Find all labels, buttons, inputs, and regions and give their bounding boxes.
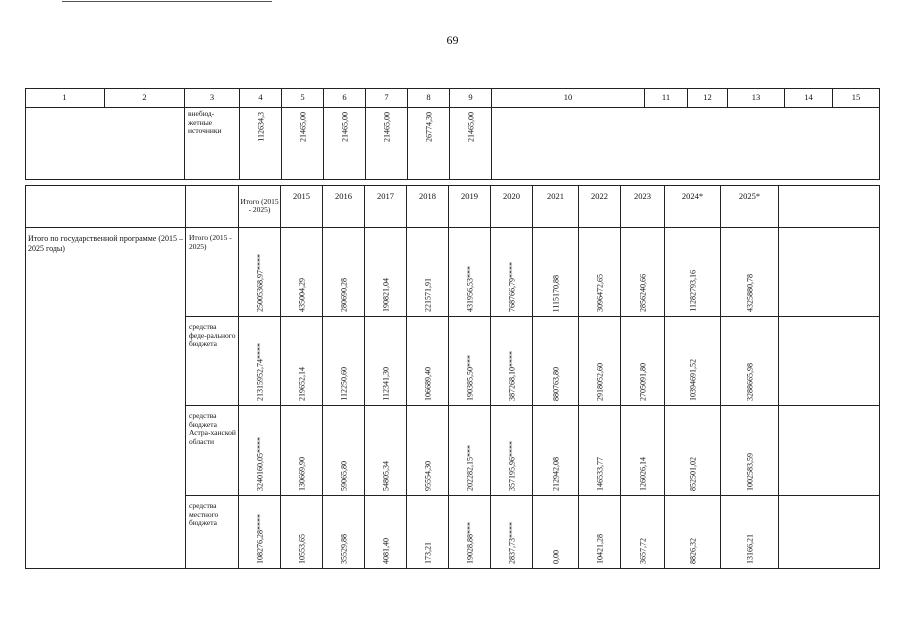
row-regional-label: средства бюджета Астра-ханской области	[186, 406, 239, 496]
row-local-value: 173,21	[407, 496, 449, 569]
extra-value-2019: 21465,00	[450, 108, 492, 180]
extra-empty-right	[492, 108, 880, 180]
row-local-value: 19028,88***	[449, 496, 491, 569]
row-regional-value: 54805,34	[365, 406, 407, 496]
row-regional-value: 146533,77	[579, 406, 621, 496]
row-federal-value: 112250,60	[323, 317, 365, 406]
main-header-total: Итого (2015 - 2025)	[239, 185, 281, 228]
col-number-10: 10	[492, 88, 645, 108]
row-federal-value: 2705091,80	[621, 317, 665, 406]
row-regional-value: 95554,30	[407, 406, 449, 496]
row-federal-value: 880763,80	[533, 317, 579, 406]
row-federal-value: 3288665,98	[721, 317, 779, 406]
extra-value-2016: 21465,00	[324, 108, 366, 180]
row-federal-value: 2918052,60	[579, 317, 621, 406]
row-federal-value: 112341,30	[365, 317, 407, 406]
row-regional-value: 357195,96****	[491, 406, 533, 496]
main-header-empty-a	[25, 185, 186, 228]
row-total-value: 25005368,97****	[239, 228, 281, 317]
row-regional-value: 202282,15***	[449, 406, 491, 496]
page-number: 69	[446, 33, 459, 47]
main-header-2016: 2016	[323, 185, 365, 228]
main-header-2024: 2024*	[665, 185, 721, 228]
col-number-7: 7	[366, 88, 408, 108]
extra-value-total: 112634,3	[240, 108, 282, 180]
row-local-value: 3657,72	[621, 496, 665, 569]
main-header-2018: 2018	[407, 185, 449, 228]
row-regional-empty	[779, 406, 880, 496]
col-number-11: 11	[645, 88, 688, 108]
row-local-value: 8826,32	[665, 496, 721, 569]
extra-value-2015: 21465,00	[282, 108, 324, 180]
main-header-2021: 2021	[533, 185, 579, 228]
row-total-value: 1115170,88	[533, 228, 579, 317]
row-total-value: 221571,91	[407, 228, 449, 317]
row-local-value: 4081,40	[365, 496, 407, 569]
extra-empty-left	[25, 108, 185, 180]
row-total-value: 768766,79****	[491, 228, 533, 317]
row-regional-value: 852501,02	[665, 406, 721, 496]
main-header-2022: 2022	[579, 185, 621, 228]
row-total-value: 190821,04	[365, 228, 407, 317]
row-total-value: 4325880,78	[721, 228, 779, 317]
row-total-value: 431956,53***	[449, 228, 491, 317]
row-regional-value: 212942,08	[533, 406, 579, 496]
row-total-value: 3096472,65	[579, 228, 621, 317]
main-header-2025: 2025*	[721, 185, 779, 228]
main-header-2023: 2023	[621, 185, 665, 228]
main-header-2019: 2019	[449, 185, 491, 228]
row-total-empty	[779, 228, 880, 317]
col-number-6: 6	[324, 88, 366, 108]
main-header-2015: 2015	[281, 185, 323, 228]
top-rule	[62, 1, 272, 2]
row-total-value: 280690,28	[323, 228, 365, 317]
row-total-value: 435004,29	[281, 228, 323, 317]
row-local-label: средства местного бюджета	[186, 496, 239, 569]
col-number-5: 5	[282, 88, 324, 108]
extra-value-2018: 26774,30	[408, 108, 450, 180]
main-header-empty-c	[779, 185, 880, 228]
row-local-value: 10421,28	[579, 496, 621, 569]
extra-value-2017: 21465,00	[366, 108, 408, 180]
row-total-label: Итого (2015 - 2025)	[186, 228, 239, 317]
row-federal-empty	[779, 317, 880, 406]
row-regional-value: 130669,90	[281, 406, 323, 496]
row-federal-label: средства феде-рального бюджета	[186, 317, 239, 406]
row-federal-value: 387268,10****	[491, 317, 533, 406]
row-regional-value: 126026,14	[621, 406, 665, 496]
row-federal-value: 106689,40	[407, 317, 449, 406]
row-regional-value: 59065,80	[323, 406, 365, 496]
row-federal-value: 21315952,74****	[239, 317, 281, 406]
row-local-value: 13166,21	[721, 496, 779, 569]
row-federal-value: 10394691,52	[665, 317, 721, 406]
extra-label: внебюд-жетные источники	[185, 108, 240, 180]
row-local-value: 0,00	[533, 496, 579, 569]
row-total-value: 2856240,66	[621, 228, 665, 317]
row-federal-value: 190385,50***	[449, 317, 491, 406]
col-number-8: 8	[408, 88, 450, 108]
col-number-3: 3	[185, 88, 240, 108]
main-header-empty-b	[186, 185, 239, 228]
col-number-12: 12	[688, 88, 728, 108]
row-federal-value: 219652,14	[281, 317, 323, 406]
col-number-13: 13	[728, 88, 785, 108]
row-regional-value: 1002583,59	[721, 406, 779, 496]
col-number-14: 14	[785, 88, 833, 108]
row-local-empty	[779, 496, 880, 569]
row-local-value: 35529,88	[323, 496, 365, 569]
main-header-2020: 2020	[491, 185, 533, 228]
row-local-value: 10553,65	[281, 496, 323, 569]
row-local-value: 2837,73****	[491, 496, 533, 569]
row-regional-value: 3240160,05****	[239, 406, 281, 496]
row-local-value: 108276,28****	[239, 496, 281, 569]
program-label: Итого по государственной программе (2015 – 2025 годы)	[25, 228, 186, 569]
row-total-value: 11282793,16	[665, 228, 721, 317]
col-number-9: 9	[450, 88, 492, 108]
col-number-15: 15	[833, 88, 880, 108]
main-header-2017: 2017	[365, 185, 407, 228]
col-number-4: 4	[240, 88, 282, 108]
col-number-1: 1	[25, 88, 105, 108]
col-number-2: 2	[105, 88, 185, 108]
